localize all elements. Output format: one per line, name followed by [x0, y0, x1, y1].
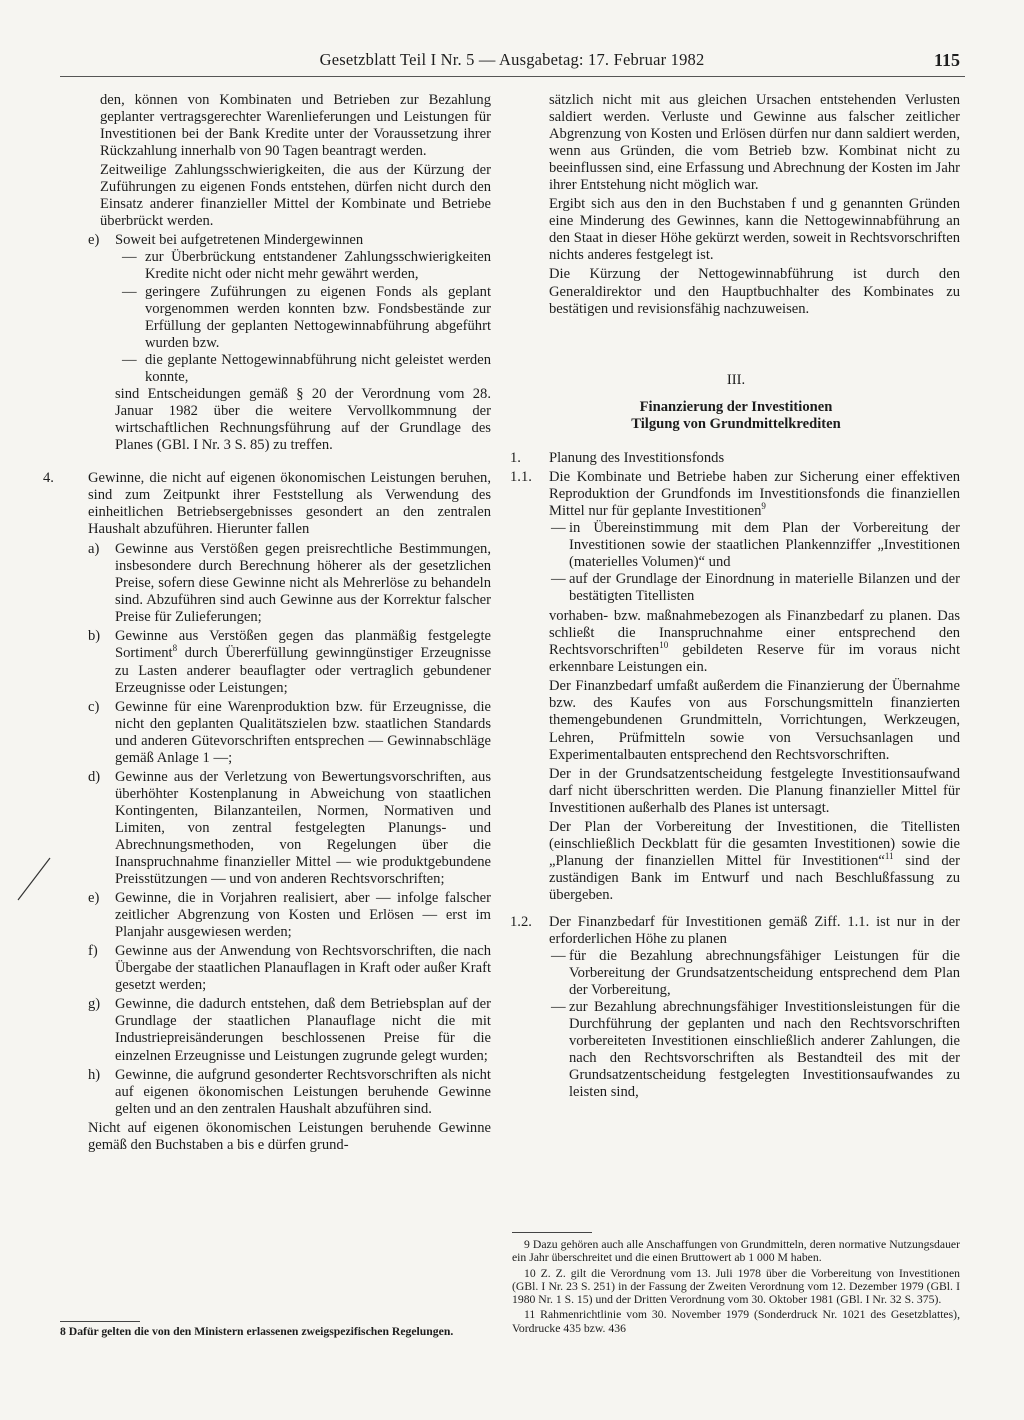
header-rule: [60, 76, 965, 77]
list-text: Gewinne, die aufgrund gesonderter Rechtsvorschriften als nicht auf eigenen ökonomischen Leistungen beruhende Gewinne gelten und an den zentralen Haushalt abzuführen sind.: [115, 1066, 491, 1117]
dash-text: auf der Grundlage der Einordnung in materielle Bilanzen und der bestätigten Titellisten: [569, 571, 960, 605]
list-label: d): [88, 768, 101, 785]
item-number: 1.2.: [510, 913, 532, 930]
list-item-f: [88, 943, 491, 994]
list-label: h): [88, 1066, 101, 1083]
footnote-ref: 8: [172, 643, 178, 654]
list-label: f): [88, 943, 98, 960]
section-number: III.: [726, 371, 746, 388]
dash-item: [512, 571, 960, 605]
left-paragraph-1: den, können von Kombinaten und Betrieben zur Bezahlung geplanter vertragsgerechter Warenlieferungen und Leistungen für Investitionen bei der Bank Kredite unter der Voraussetzung ihrer Rückzahlung innerhalb von 90 Tagen beantragt werden.: [100, 92, 491, 160]
list-text: Gewinne aus der Anwendung von Rechtsvorschriften, die nach Übergabe der staatlichen Planauflagen in Kraft oder außer Kraft gesetzt werden;: [115, 943, 491, 994]
running-title: Gesetzblatt Teil I Nr. 5 — Ausgabetag: 17. Februar 1982: [319, 50, 705, 69]
dash-text: geringere Zuführungen zu eigenen Fonds als geplant vorgenommen werden konnten bzw. Fondsbestände zur Erfüllung der geplanten Nettogewinnabführung abgeführt wurden bzw.: [145, 283, 491, 351]
section-4: [43, 469, 491, 538]
section-4-label: 4.: [43, 469, 54, 486]
item-text: Die Kombinate und Betriebe haben zur Sicherung einer effektiven Reproduktion der Grundfonds im Investitionsfonds die finanziellen Mittel nur für geplante Investitionen: [549, 468, 960, 519]
right-column: [512, 92, 960, 1101]
left-column: [43, 92, 491, 1154]
list-text: Gewinne für eine Warenproduktion bzw. für Erzeugnisse, die nicht den geplanten Qualitätszielen bzw. staatlichen Standards und anderen Gütevorschriften entsprechen — Gewinnabschläge gemäß Anlage 1 —;: [115, 698, 491, 766]
dash-text: für die Bezahlung abrechnungsfähiger Leistungen für die Vorbereitung der Grundsatzentscheidung entsprechend dem Plan der Vorbereitung,: [569, 948, 960, 999]
footnote-rule: [60, 1321, 140, 1322]
item-number: 1.: [510, 449, 521, 466]
dash-text: zur Überbrückung entstandener Zahlungsschwierigkeiten Kredite nicht oder nicht mehr gewährt werden,: [145, 249, 491, 283]
dash-mark: —: [551, 999, 566, 1016]
item-text: gebildeten Reserve für im voraus nicht erkennbare Leistungen ein.: [549, 642, 960, 676]
list-label: b): [88, 628, 101, 645]
item-1-1-paragraph-2: Der Finanzbedarf umfaßt außerdem die Finanzierung der Übernahme bzw. des Kaufes von aus Forschungsmitteln finanzierten themengebundenen Grundmitteln, Vorrichtungen, Werkzeugen, Lehren, Prüfmitteln sowie von Versuchsanlagen und Experimentalbauten entsprechend den Rechtsvorschriften.: [549, 678, 960, 763]
dash-text: in Übereinstimmung mit dem Plan der Vorbereitung der Investitionen sowie der staatlichen Plankennziffer „Investitionen (materielles Volumen)“ und: [569, 519, 960, 571]
footnote-ref: 9: [761, 501, 766, 512]
right-paragraph-3: Die Kürzung der Nettogewinnabführung ist durch den Generaldirektor und den Hauptbuchhalter des Kombinates zu bestätigen und revisionsfähig nachzuweisen.: [549, 266, 960, 317]
list-item-c: [88, 699, 491, 767]
list-item-e: [88, 890, 491, 941]
dash-mark: —: [551, 571, 566, 588]
dash-item: [512, 948, 960, 999]
list-item-a: [88, 541, 491, 626]
item-1-1-paragraph-4: [512, 819, 960, 904]
item-text: Der Plan der Vorbereitung der Investitionen, die Titellisten (einschließlich Deckblatt für die gesamten Investitionen) sowie die „Planung der finanziellen Mittel für Investitionen“: [549, 818, 960, 869]
item-1-2: [512, 914, 960, 948]
list-item-d: [88, 769, 491, 888]
dash-item: [110, 284, 491, 352]
list-item-g: [88, 996, 491, 1064]
dash-item: [110, 352, 491, 386]
dash-text: zur Bezahlung abrechnungsfähiger Investitionsleistungen für die Durchführung der geplanten und nach den Rechtsvorschriften vorbereiteten Investitionen einschließlich anderer Zahlungen, die nach den Rechtsvorschriften als Bestandteil des mit der Grundsatzentscheidung festgelegten Investitionsaufwandes zu leisten sind,: [569, 999, 960, 1101]
item-1-1-conclusion: [512, 608, 960, 676]
footnote-text: 8 Dafür gelten die von den Ministern erlassenen zweigspezifischen Regelungen.: [60, 1325, 454, 1338]
page-number: 115: [933, 50, 960, 70]
footnote-11: 11 Rahmenrichtlinie vom 30. November 1979 (Sonderdruck Nr. 1021 des Gesetzblattes), Vordrucke 435 bzw. 436: [512, 1308, 960, 1335]
dash-text: die geplante Nettogewinnabführung nicht geleistet werden konnte,: [145, 351, 491, 385]
list-label: a): [88, 541, 100, 558]
dash-mark: —: [122, 351, 137, 368]
list-label: g): [88, 996, 101, 1013]
item-e-block: [88, 232, 491, 454]
section-title-line-2: Tilgung von Grundmittelkrediten: [631, 415, 841, 432]
list-text: Gewinne, die dadurch entstehen, daß dem Betriebsplan auf der Grundlage der staatlichen Planauflage nicht die mit Industriepreisänderungen beschlossenen Preise für die einzelnen Erzeugnisse und Leistungen zugrunde gelegt wurden;: [115, 996, 491, 1064]
footnote-ref: 10: [659, 640, 669, 651]
footnote-rule: [512, 1232, 592, 1233]
right-paragraph-2: Ergibt sich aus den in den Buchstaben f und g genannten Gründen eine Minderung des Gewinnes, kann die Nettogewinnabführung an den Staat in dieser Höhe gekürzt werden, soweit in Rechtsvorschriften nichts anderes festgelegt ist.: [549, 196, 960, 264]
dash-mark: —: [122, 249, 137, 266]
margin-pencil-mark: [14, 856, 54, 902]
dash-item: [512, 520, 960, 571]
list-text: Gewinne aus Verstößen gegen preisrechtliche Bestimmungen, insbesondere durch Berechnung höherer als der gesetzlichen Preise, sofern diese Gewinne nicht als Mehrerlöse zu behandeln sind. Abzuführen sind auch Gewinne aus der Korrektur falscher Preise für Zulieferungen;: [115, 541, 491, 626]
list-text: Gewinne, die in Vorjahren realisiert, aber — infolge falscher zeitlicher Abgrenzung von Kosten und Erlösen — erst im Planjahr ausgewiesen werden;: [115, 890, 491, 941]
item-text: vorhaben- bzw. maßnahmebezogen als Finanzbedarf zu planen. Das schließt die Inanspruchnahme einer entsprechend den Rechtsvorschriften: [549, 608, 960, 659]
footnotes-right: [512, 1238, 960, 1335]
item-1: [512, 450, 960, 467]
dash-mark: —: [551, 948, 566, 965]
left-closing-paragraph: Nicht auf eigenen ökonomischen Leistungen beruhende Gewinne gemäß den Buchstaben a bis e dürfen grund-: [88, 1119, 491, 1153]
list-text: durch Übererfüllung gewinngünstiger Erzeugnisse zu Lasten anderer beauflagter oder vertraglich gebundener Erzeugnisse oder Leistungen;: [115, 645, 491, 696]
list-text: Gewinne aus der Verletzung von Bewertungsvorschriften, aus überhöhter Kostenplanung in Abweichung von staatlichen Kontingenten, Bilanzanteilen, Normen, Normativen und Limiten, von zentral festgelegten Planungs- und Abrechnungsmethoden, von Regelungen über die Inanspruchnahme finanzieller Mittel — wie produktgebundene Preisstützungen — und von anderen Rechtsvorschriften;: [115, 768, 491, 888]
footnote-8: [60, 1325, 491, 1338]
dash-mark: —: [551, 519, 566, 536]
item-text: Planung des Investitionsfonds: [549, 449, 725, 466]
list-item-b: [88, 628, 491, 696]
item-text: sind der zuständigen Bank im Entwurf und nach Beschlußfassung zu übergeben.: [549, 852, 960, 903]
section-title-line-1: Finanzierung der Investitionen: [639, 398, 833, 415]
dash-mark: —: [122, 283, 137, 300]
list-item-h: [88, 1067, 491, 1118]
list-text: Gewinne aus Verstößen gegen das planmäßig festgelegte Sortiment: [115, 628, 491, 662]
list-label: c): [88, 698, 100, 715]
item-text: Der Finanzbedarf für Investitionen gemäß Ziff. 1.1. ist nur in der erforderlichen Höhe zu planen: [549, 913, 960, 948]
footnote-10: 10 Z. Z. gilt die Verordnung vom 13. Juli 1978 über die Vorbereitung von Investitionen (GBl. I Nr. 23 S. 251) in der Fassung der Zweiten Verordnung vom 12. Dezember 1979 (GBl. I 1980 Nr. 1 S. 15) und der Dritten Verordnung vom 30. Oktober 1981 (GBl. I Nr. 32 S. 375).: [512, 1266, 960, 1307]
right-paragraph-1: sätzlich nicht mit aus gleichen Ursachen entstehenden Verlusten saldiert werden. Verluste und Gewinne aus falscher zeitlicher Abgrenzung von Kosten und Erlösen dürfen nur dann saldiert werden, wenn aus Gründen, die vom Betrieb bzw. Kombinat nicht zu beeinflussen sind, eine Erfassung und Abrechnung der Kosten im Jahr ihrer Entstehung nicht möglich war.: [549, 92, 960, 194]
item-e-text: Soweit bei aufgetretenen Mindergewinnen: [115, 232, 364, 249]
section-heading: [512, 372, 960, 433]
section-4-text: Gewinne, die nicht auf eigenen ökonomischen Leistungen beruhen, sind zum Zeitpunkt ihrer Feststellung als Verwendung des einheitlichen Betriebsergebnisses gesondert an den zentralen Haushalt abzuführen. Hierunter fallen: [88, 469, 491, 538]
dash-item: [110, 249, 491, 283]
item-1-1: [512, 469, 960, 520]
page-header: [0, 50, 1024, 76]
item-number: 1.1.: [510, 468, 532, 485]
footnote-9: 9 Dazu gehören auch alle Anschaffungen von Grundmitteln, deren normative Nutzungsdauer ein Jahr überschreitet und die einen Bruttowert ab 1 000 M haben.: [512, 1238, 960, 1265]
footnote-ref: 11: [884, 850, 894, 861]
item-1-1-paragraph-3: Der in der Grundsatzentscheidung festgelegte Investitionsaufwand darf nicht überschritten werden. Die Planung finanzieller Mittel für Investitionen außerhalb des Planes ist untersagt.: [549, 765, 960, 816]
item-e-label: e): [88, 232, 100, 249]
item-e-conclusion: sind Entscheidungen gemäß § 20 der Verordnung vom 28. Januar 1982 über die weitere Vervollkommnung der wirtschaftlichen Rechnungsführung auf der Grundlage des Planes (GBl. I Nr. 3 S. 85) zu treffen.: [115, 385, 491, 453]
left-paragraph-2: Zeitweilige Zahlungsschwierigkeiten, die aus der Kürzung der Zuführungen zu eigenen Fonds entstehen, dürfen nicht durch den Einsatz anderer finanzieller Mittel der Kombinate und Betriebe überbrückt werden.: [100, 162, 491, 230]
list-label: e): [88, 890, 100, 907]
item-e: [88, 232, 491, 249]
dash-item: [512, 999, 960, 1101]
